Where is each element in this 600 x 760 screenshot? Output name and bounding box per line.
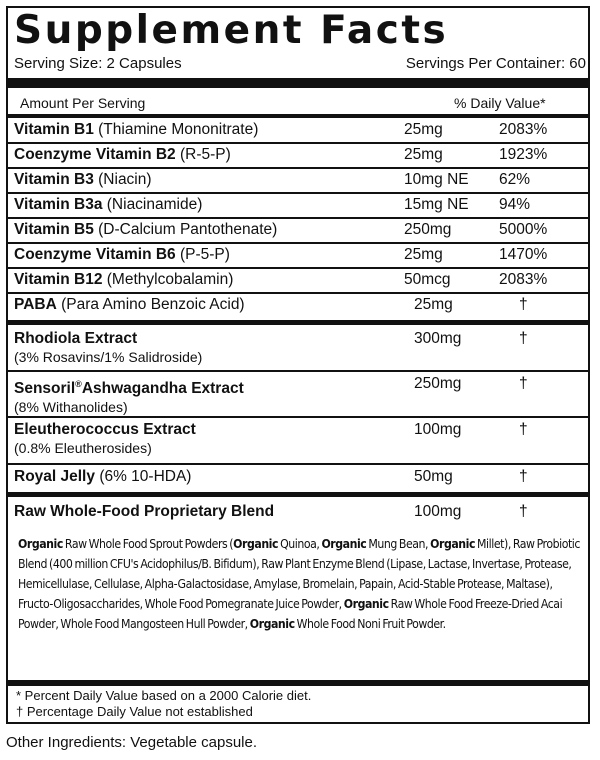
blend-name: Raw Whole-Food Proprietary Blend: [14, 503, 275, 520]
nutrient-row: [14, 220, 586, 240]
nutrient-dv: 94%: [499, 196, 531, 213]
nutrient-form: (Methylcobalamin): [106, 271, 234, 288]
nutrient-form: (Thiamine Mononitrate): [98, 121, 259, 138]
nutrient-amount: 25mg: [414, 296, 453, 313]
nutrient-form: (P-5-P): [179, 246, 230, 263]
extract-dv: †: [519, 375, 528, 392]
blend-text: Raw Whole Food Freeze-Dried Acai Powder, Whole Food Mangosteen Hull Powder,: [18, 597, 563, 631]
nutrient-row: [14, 245, 586, 265]
servings-per-container: Servings Per Container: 60: [405, 55, 586, 72]
extract-name-suffix: Ashwagandha Extract: [81, 380, 244, 398]
extract-amount: 300mg: [414, 330, 462, 347]
blend-text: Quinoa,: [278, 537, 322, 551]
nutrient-row: [14, 120, 586, 140]
row-divider: [8, 242, 588, 244]
nutrient-amount: 50mcg: [404, 271, 451, 288]
organic-label: Organic: [343, 597, 389, 611]
blend-text: Raw Whole Food Sprout Powders (: [62, 537, 234, 551]
nutrient-name: PABA: [14, 296, 57, 313]
nutrient-dv: †: [519, 296, 528, 313]
nutrient-dv: 62%: [499, 171, 531, 188]
nutrient-form: (Para Amino Benzoic Acid): [61, 296, 245, 313]
row-divider: [8, 217, 588, 219]
nutrient-form: (R-5-P): [179, 146, 231, 163]
row-divider: [8, 167, 588, 169]
nutrient-name: Vitamin B1: [14, 121, 94, 138]
nutrient-amount: 250mg: [404, 221, 452, 238]
nutrient-name: Coenzyme Vitamin B6: [14, 246, 176, 263]
extract-detail: (8% Withanolides): [14, 399, 128, 416]
blend-ingredients: [18, 534, 584, 634]
nutrient-name: Vitamin B3: [14, 171, 94, 188]
nutrient-row: [14, 145, 586, 165]
amount-per-serving-header: Amount Per Serving: [20, 95, 146, 111]
dagger-footnote: † Percentage Daily Value not established: [16, 704, 253, 719]
nutrient-row: [14, 270, 586, 290]
organic-label: Organic: [233, 537, 279, 551]
extract-dv: †: [519, 330, 528, 347]
extract-row: [14, 329, 586, 366]
organic-label: Organic: [321, 537, 367, 551]
nutrient-dv: 5000%: [499, 221, 548, 238]
header-divider: [8, 114, 588, 118]
blend-row: [14, 502, 586, 522]
row-divider: [8, 416, 588, 418]
other-ingredients: Other Ingredients: Vegetable capsule.: [6, 734, 258, 751]
extract-name: Eleutherococcus Extract: [14, 421, 196, 438]
nutrient-row: [14, 170, 586, 190]
thick-divider: [8, 78, 588, 88]
blend-dv: †: [519, 503, 528, 520]
extract-dv: †: [519, 468, 528, 485]
extract-detail: (3% Rosavins/1% Salidroside): [14, 349, 203, 365]
nutrient-form: (Niacin): [98, 171, 152, 188]
panel-title: Supplement Facts: [14, 8, 449, 53]
nutrient-dv: 1923%: [499, 146, 548, 163]
row-divider: [8, 192, 588, 194]
nutrient-form: (Niacinamide): [106, 196, 203, 213]
serving-size: Serving Size: 2 Capsules: [14, 55, 182, 72]
extract-detail: (6% 10-HDA): [99, 468, 192, 485]
nutrient-row: [14, 195, 586, 215]
nutrient-amount: 15mg NE: [404, 196, 469, 213]
extract-name: Sensoril: [14, 380, 76, 398]
nutrient-row: [14, 295, 586, 315]
nutrient-name: Coenzyme Vitamin B2: [14, 146, 176, 163]
extract-dv: †: [519, 421, 528, 438]
nutrient-dv: 1470%: [499, 246, 548, 263]
blend-text: Mung Bean,: [366, 537, 431, 551]
nutrient-amount: 25mg: [404, 246, 443, 263]
organic-label: Organic: [18, 537, 63, 551]
nutrient-name: Vitamin B12: [14, 271, 103, 288]
dv-footnote: * Percent Daily Value based on a 2000 Calorie diet.: [16, 688, 312, 703]
footer-divider: [8, 680, 588, 686]
extract-amount: 50mg: [414, 468, 453, 485]
organic-label: Organic: [249, 617, 295, 631]
blend-text: Whole Food Noni Fruit Powder.: [294, 617, 446, 631]
row-divider: [8, 370, 588, 372]
supplement-facts-panel: [6, 6, 590, 724]
blend-amount: 100mg: [414, 503, 462, 520]
nutrient-name: Vitamin B5: [14, 221, 94, 238]
daily-value-header: % Daily Value*: [454, 95, 546, 111]
nutrient-amount: 25mg: [404, 121, 443, 138]
extract-detail: (0.8% Eleutherosides): [14, 440, 152, 456]
row-divider: [8, 267, 588, 269]
row-divider: [8, 463, 588, 465]
row-divider: [8, 292, 588, 294]
section-divider: [8, 320, 588, 325]
section-divider: [8, 492, 588, 497]
registered-mark: ®: [75, 379, 82, 389]
extract-name: Rhodiola Extract: [14, 330, 138, 347]
organic-label: Organic: [430, 537, 476, 551]
nutrient-dv: 2083%: [499, 121, 548, 138]
blend-text: Millet), Raw Probiotic Blend (400 million CFU's Acidophilus/B. Bifidum), Raw Plant Enzyme Blend (Lipase, Lactase, Invertase, Protease, Hemicellulase, Cellulase, Alpha-Galactosidase, Amylase, Bromelain, Papain, Acid-Stable Protease, Maltase), Fructo-Oligosaccharides, Whole Food Pomegranate Juice Powder,: [18, 537, 580, 611]
nutrient-amount: 10mg NE: [404, 171, 469, 188]
nutrient-name: Vitamin B3a: [14, 196, 103, 213]
nutrient-form: (D-Calcium Pantothenate): [98, 221, 278, 238]
extract-row: [14, 374, 586, 416]
extract-amount: 250mg: [414, 375, 462, 392]
nutrient-amount: 25mg: [404, 146, 443, 163]
extract-row: [14, 467, 586, 487]
nutrient-dv: 2083%: [499, 271, 548, 288]
row-divider: [8, 142, 588, 144]
serving-info: [14, 54, 586, 74]
extract-name: Royal Jelly: [14, 468, 95, 485]
extract-amount: 100mg: [414, 421, 462, 438]
extract-row: [14, 420, 586, 457]
